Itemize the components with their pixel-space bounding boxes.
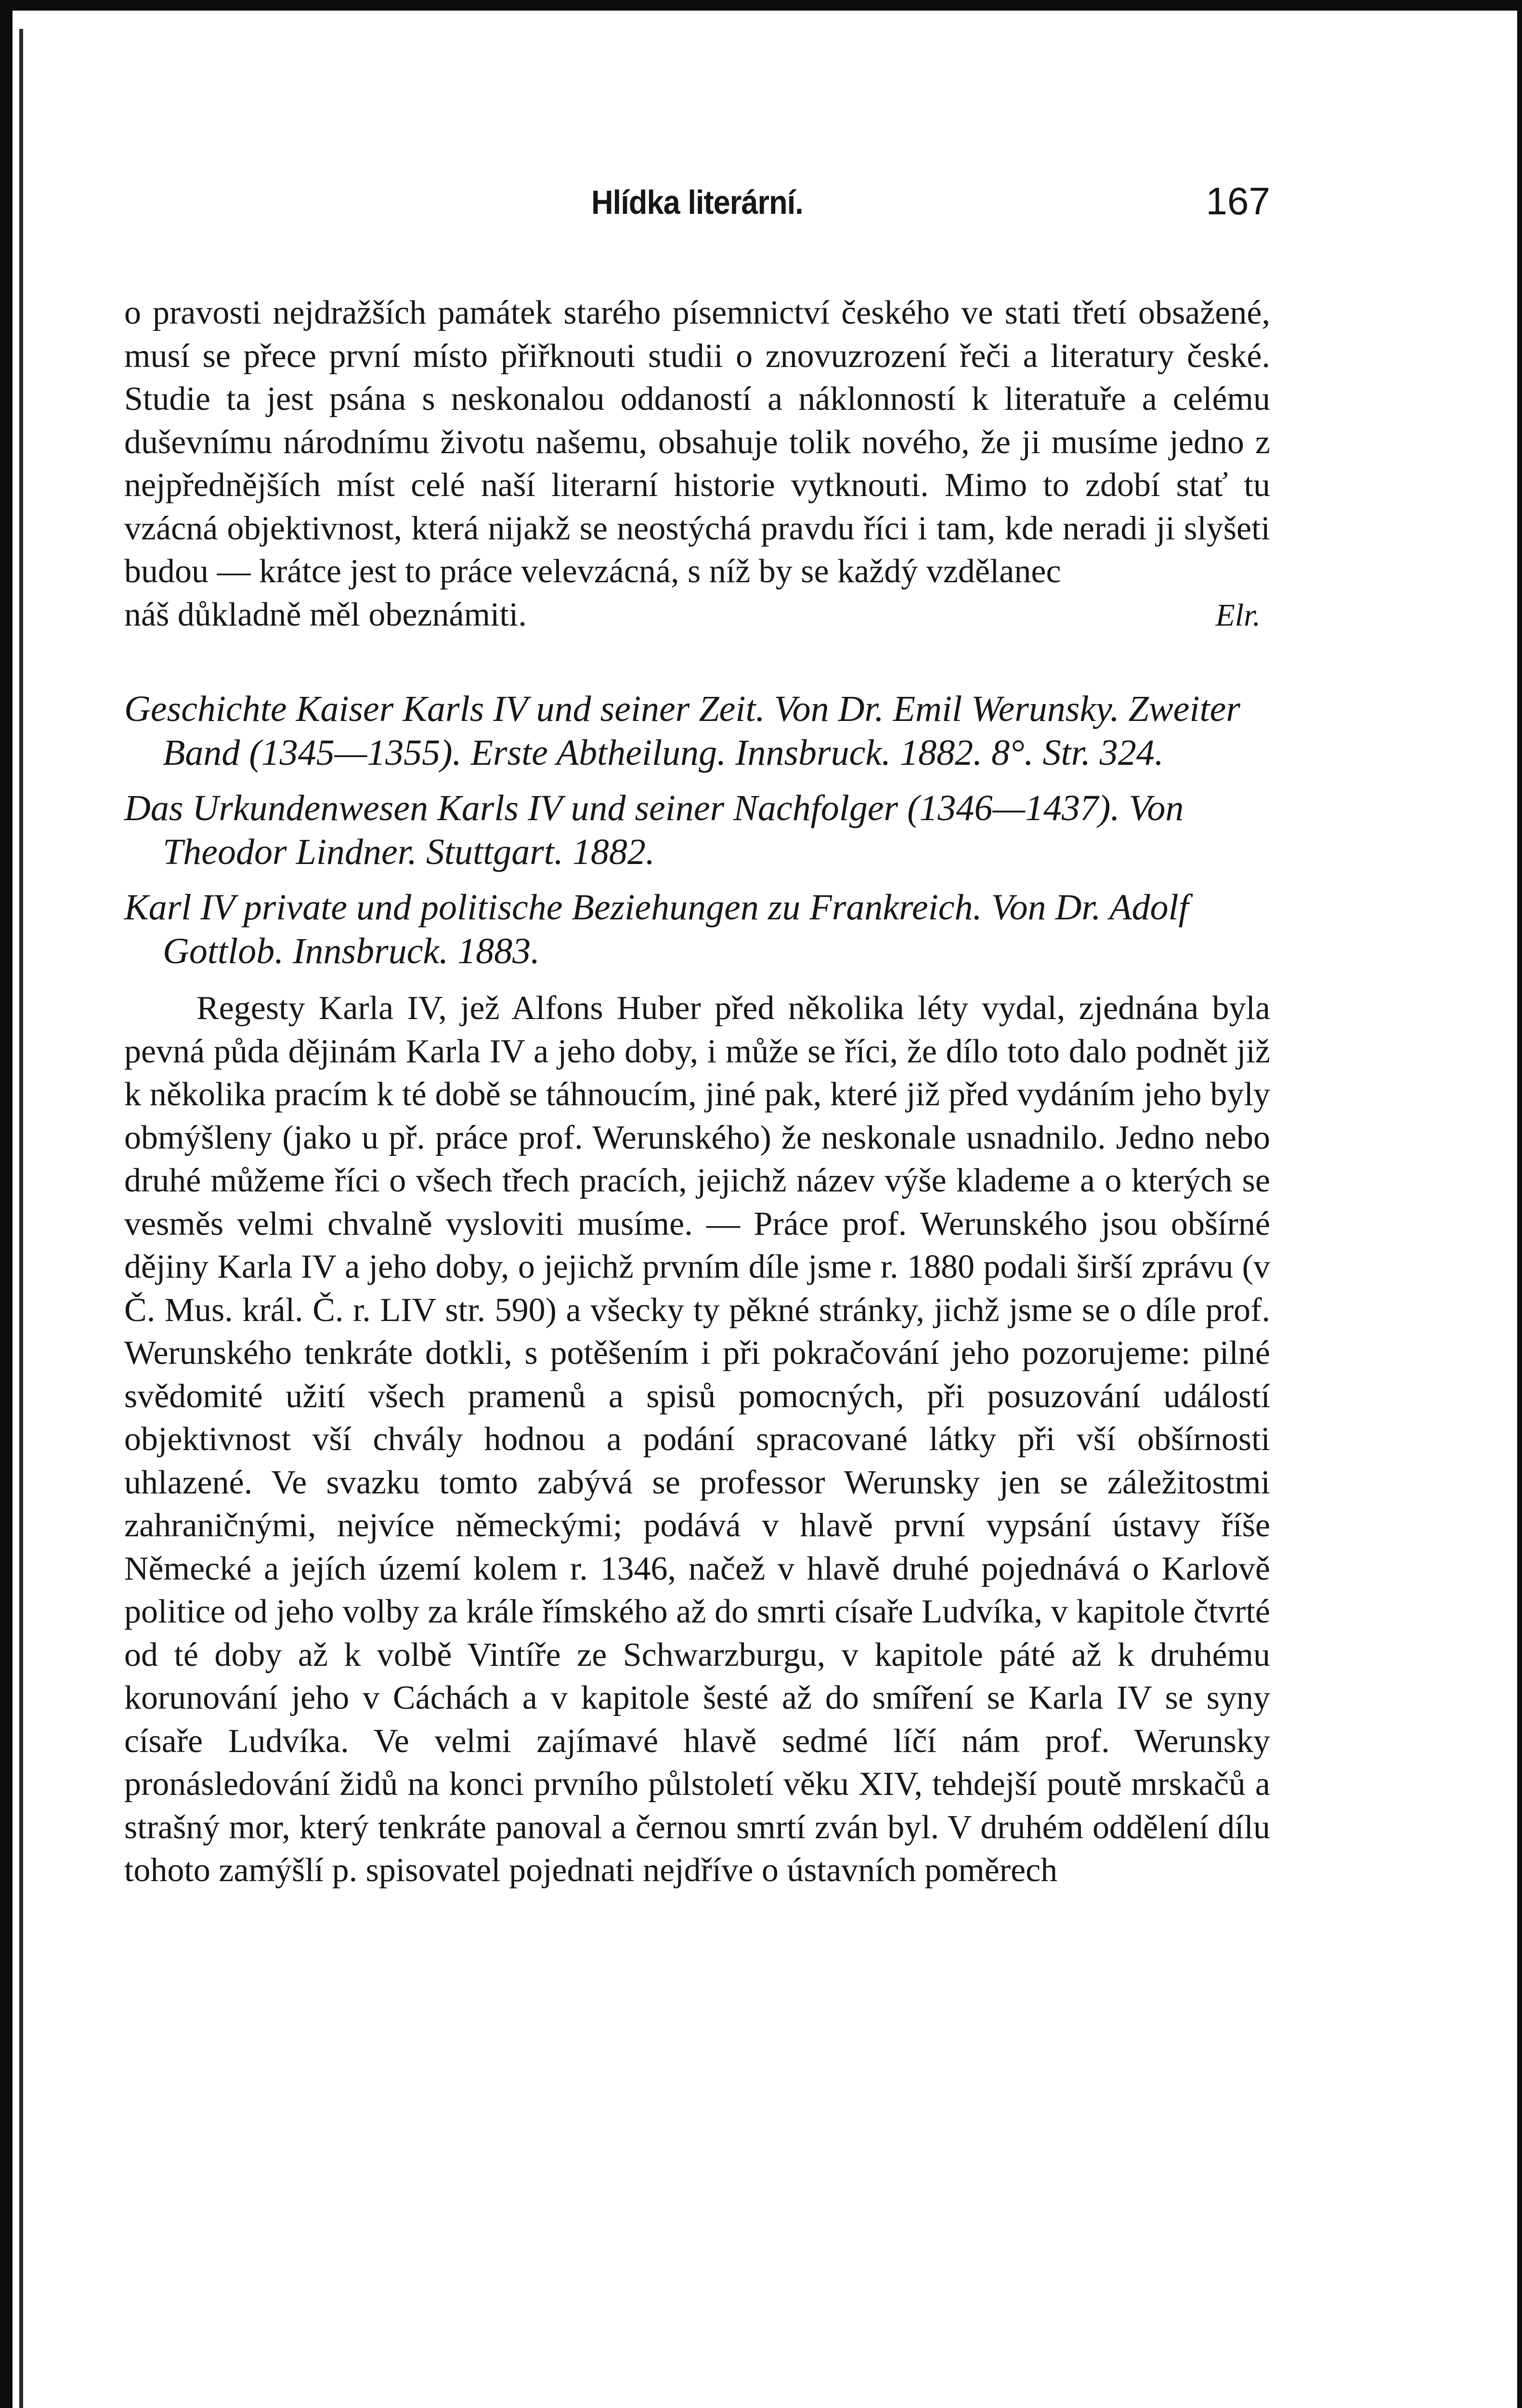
- page-number: 167: [1206, 180, 1270, 222]
- closing-text: náš důkladně měl obeznámiti.: [124, 596, 527, 633]
- book-entry-gottlob: Karl IV private und politische Beziehungen zu Frankreich. Von Dr. Adolf Gottlob. Innsbruck. 1883.: [124, 887, 1189, 971]
- binding-edge: [19, 29, 23, 2408]
- running-title: Hlídka literární.: [591, 183, 803, 221]
- intro-paragraph: o pravosti nejdražších památek starého písemnictví českého ve stati třetí obsažené, musí se přece první místo přiřknouti studii o znovuzrození řeči a literatury české. Studie ta jest psána s neskonalou oddaností a náklonností k literatuře a celému duševnímu národnímu životu našemu, obsahuje tolik nového, že ji musíme jedno z nejpřednějších míst celé naší literarní historie vytknouti. Mimo to zdobí stať tu vzácná objektivnost, která nijakž se neostýchá pravdu říci i tam, kde neradi ji slyšeti budou — krátce jest to práce velevzácná, s níž by se každý vzdělanec: [124, 294, 1270, 590]
- scan-border-top: [0, 0, 1522, 11]
- author-signature: Elr.: [1215, 597, 1261, 633]
- page: [124, 180, 1270, 1892]
- signature-line: [124, 593, 1270, 637]
- review-paragraph: Regesty Karla IV, jež Alfons Huber před několika léty vydal, zjednána byla pevná půda dějinám Karla IV a jeho doby, i může se říci, že dílo toto dalo podnět již k několika pracím k té době se táhnoucím, jiné pak, které již před vydáním jeho byly obmýšleny (jako u př. práce prof. Werunského) že neskonale usnadnilo. Jedno nebo druhé můžeme říci o všech třech pracích, jejichž název výše klademe a o kterých se vesměs velmi chvalně vysloviti musíme. — Práce prof. Werunského jsou obšírné dějiny Karla IV a jeho doby, o jejichž prvním díle jsme r. 1880 podali širší zprávu (v Č. Mus. král. Č. r. LIV str. 590) a všecky ty pěkné stránky, jichž jsme se o díle prof. Werunského tenkráte dotkli, s potěšením i při pokračování jeho pozorujeme: pilné svědomité užití všech pramenů a spisů pomocných, při posuzování událostí objektivnost vší chvály hodnou a podání spracované látky při vší obšírnosti uhlazené. Ve svazku tomto zabývá se professor Werunsky jen se záležitostmi zahraničnými, nejvíce německými; podává v hlavě první vypsání ústavy říše Německé a jejích území kolem r. 1346, načež v hlavě druhé pojednává o Karlově politice od jeho volby za krále římského až do smrti císaře Ludvíka, v kapitole čtvrté od té doby až k volbě Vintíře ze Schwarzburgu, v kapitole páté až k druhému korunování jeho v Cáchách a v kapitole šesté až do smíření se Karla IV se syny císaře Ludvíka. Ve velmi zajímavé hlavě sedmé líčí nám prof. Werunsky pronásledování židů na konci prvního půlstoletí věku XIV, tehdejší poutě mrskačů a strašný mor, který tenkráte panoval a černou smrtí zván byl. V druhém oddělení dílu tohoto zamýšlí p. spisovatel pojednati nejdříve o ústavních poměrech: [124, 990, 1270, 1889]
- scan-border-right: [1517, 0, 1522, 2408]
- running-head: [124, 180, 1270, 241]
- scan-border-left: [0, 0, 13, 2408]
- book-entry-lindner: Das Urkundenwesen Karls IV und seiner Nachfolger (1346—1437). Von Theodor Lindner. Stuttgart. 1882.: [124, 788, 1184, 872]
- book-entry-werunsky: Geschichte Kaiser Karls IV und seiner Zeit. Von Dr. Emil Werunsky. Zweiter Band (1345—1355). Erste Abtheilung. Innsbruck. 1882. 8°. Str. 324.: [124, 689, 1240, 773]
- book-list: [124, 687, 1270, 973]
